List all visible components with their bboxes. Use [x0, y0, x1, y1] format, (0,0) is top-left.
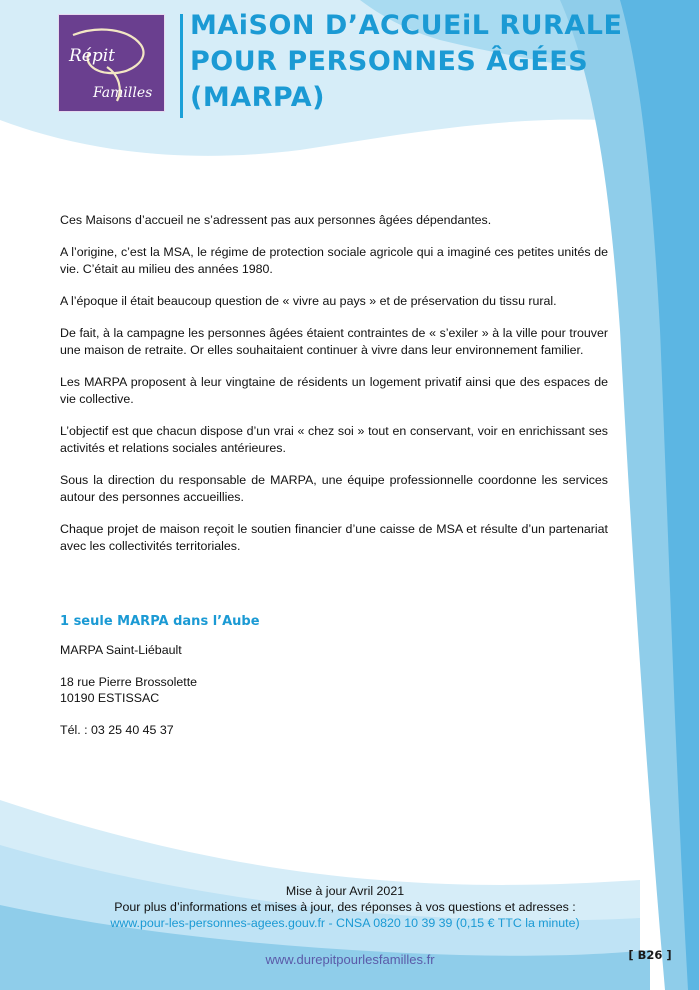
paragraph-8: Chaque projet de maison reçoit le soutien financier d’une caisse de MSA et résulte d’un partenariat avec les collectivités territoriales.	[60, 522, 608, 553]
paragraph-2: A l’origine, c’est la MSA, le régime de protection sociale agricole qui a imaginé ces petites unités de vie. C’était au milieu des années 1980.	[60, 245, 608, 276]
logo-text-familles: Familles	[93, 85, 153, 101]
title-accent-bar	[180, 14, 183, 118]
logo-text-repit: Répit	[69, 46, 116, 66]
footer	[40, 883, 650, 931]
logo	[58, 14, 165, 112]
website-link[interactable]: www.durepitpourlesfamilles.fr	[265, 952, 435, 967]
section-title: 1 seule MARPA dans l’Aube	[60, 614, 260, 629]
address-city: 10190 ESTISSAC	[60, 691, 160, 705]
page-number: [ B26 ]	[628, 948, 672, 962]
paragraph-3: A l’époque il était beaucoup question de « vivre au pays » et de préservation du tissu rural.	[60, 294, 557, 308]
paragraph-1: Ces Maisons d’accueil ne s’adressent pas aux personnes âgées dépendantes.	[60, 213, 492, 227]
paragraph-5: Les MARPA proposent à leur vingtaine de résidents un logement privatif ainsi que des espaces de vie collective.	[60, 375, 608, 406]
footer-info: Pour plus d’informations et mises à jour, des réponses à vos questions et adresses :	[114, 900, 576, 914]
contact-address	[60, 674, 560, 706]
footer-update: Mise à jour Avril 2021	[285, 884, 405, 898]
footer-link[interactable]: www.pour-les-personnes-agees.gouv.fr - CNSA 0820 10 39 39 (0,15 € TTC la minute)	[110, 916, 580, 930]
title-line-2: POUR PERSONNES ÂGÉES	[190, 46, 589, 77]
page-title	[190, 8, 650, 116]
title-line-1: MAiSON D’ACCUEiL RURALE	[190, 10, 623, 41]
paragraph-4: De fait, à la campagne les personnes âgées étaient contraintes de « s’exiler » à la ville pour trouver une maison de retraite. Or elles souhaitaient continuer à vivre dans leur environnement familier.	[60, 326, 608, 357]
title-line-3: (MARPA)	[190, 82, 325, 113]
paragraph-6: L’objectif est que chacun dispose d’un vrai « chez soi » tout en conservant, voir en enrichissant ses activités et relations sociales antérieures.	[60, 424, 608, 455]
logo-mark	[59, 15, 164, 111]
contact-section	[60, 612, 560, 738]
body-text	[60, 212, 608, 570]
address-street: 18 rue Pierre Brossolette	[60, 675, 198, 689]
contact-name: MARPA Saint-Liébault	[60, 643, 182, 657]
contact-phone: Tél. : 03 25 40 45 37	[60, 723, 174, 737]
paragraph-7: Sous la direction du responsable de MARPA, une équipe professionnelle coordonne les services autour des personnes accueillies.	[60, 473, 608, 504]
